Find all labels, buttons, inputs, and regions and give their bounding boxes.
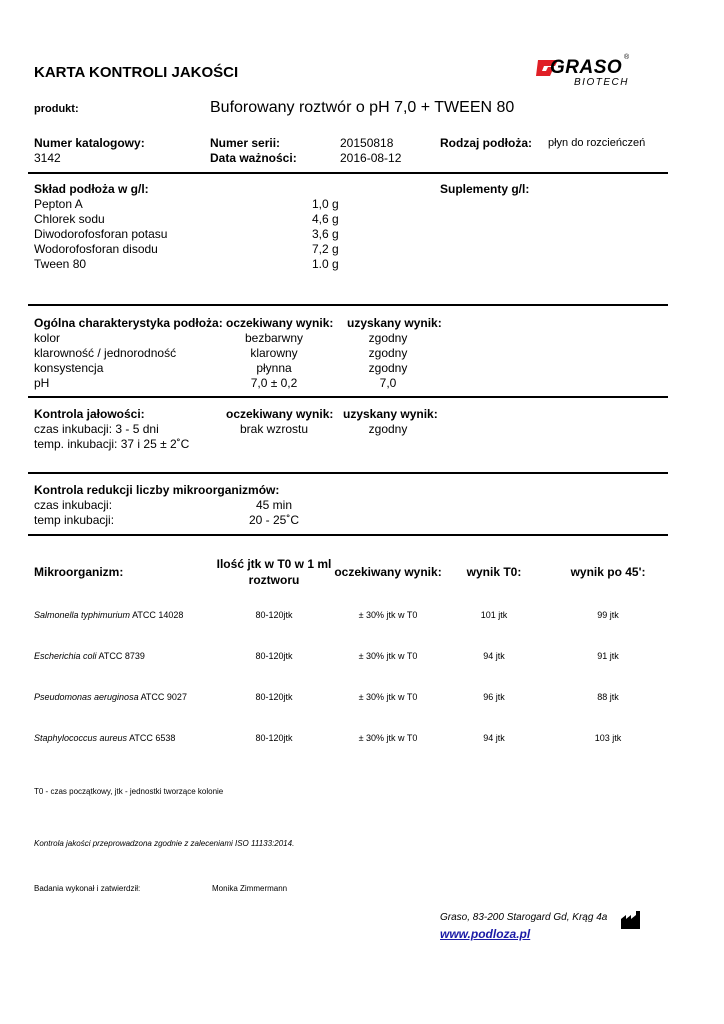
row-t0: 94 jtk [483, 733, 505, 743]
organism-species: Pseudomonas aeruginosa [34, 692, 139, 702]
sterility-obtained-header: uzyskany wynik: [343, 407, 438, 421]
footnote: T0 - czas początkowy, jtk - jednostki tworzące kolonie [34, 787, 224, 796]
series-label: Numer serii: [210, 136, 281, 150]
signature-label: Badania wykonał i zatwierdził: [34, 884, 141, 893]
medium-label: Rodzaj podłoża: [440, 136, 532, 150]
logo-main-text: GRASO [550, 57, 623, 78]
row-t45: 103 jtk [594, 733, 622, 743]
organism-species: Salmonella typhimurium [34, 610, 131, 620]
signature-name: Monika Zimmermann [212, 884, 288, 893]
organism-species: Escherichia coli [34, 651, 97, 661]
medium-value: płyn do rozcieńczeń [548, 137, 646, 149]
manufacturer-icon [620, 910, 642, 930]
organism-strain: ATCC 6538 [129, 733, 176, 743]
char-obtained: 7,0 [379, 376, 397, 390]
divider [28, 534, 668, 536]
reduction-temp-label: temp inkubacji: [34, 513, 115, 527]
count-header-line2: roztworu [248, 573, 300, 587]
ingredient-name: Wodorofosforan disodu [34, 242, 158, 256]
char-param: pH [34, 376, 50, 390]
divider [28, 472, 668, 474]
char-obtained: zgodny [368, 361, 408, 375]
char-expected: bezbarwny [244, 331, 304, 345]
sterility-expected-header: oczekiwany wynik: [226, 407, 334, 421]
row-t45: 91 jtk [597, 651, 619, 661]
expected-header: oczekiwany wynik: [226, 316, 334, 330]
iso-note: Kontrola jakości przeprowadzona zgodnie z zaleceniami ISO 11133:2014. [34, 839, 295, 848]
char-param: konsystencja [34, 361, 104, 375]
count-header-line1: Ilość jtk w T0 w 1 ml [216, 557, 332, 571]
table-row [34, 733, 175, 743]
row-count: 80-120jtk [255, 733, 293, 743]
logo-sub-text: BIOTECH [574, 77, 629, 88]
company-logo [536, 54, 636, 92]
char-obtained: zgodny [368, 331, 408, 345]
page-title: KARTA KONTROLI JAKOŚCI [34, 64, 239, 81]
reduction-time-label: czas inkubacji: [34, 498, 113, 512]
row-t0: 101 jtk [480, 610, 508, 620]
characteristics-title: Ogólna charakterystyka podłoża: [34, 316, 223, 330]
organism-strain: ATCC 14028 [132, 610, 184, 620]
char-expected: klarowny [250, 346, 298, 360]
ingredient-name: Diwodorofosforan potasu [34, 227, 168, 241]
expiry-value: 2016-08-12 [340, 151, 402, 165]
char-obtained: zgodny [368, 346, 408, 360]
logo-registered: ® [624, 54, 630, 61]
sterility-title: Kontrola jałowości: [34, 407, 145, 421]
sterility-time: czas inkubacji: 3 - 5 dni [34, 422, 159, 436]
supplements-title: Suplementy g/l: [440, 182, 530, 196]
expected-result-header: oczekiwany wynik: [334, 565, 442, 579]
ingredient-name: Chlorek sodu [34, 212, 105, 226]
ingredient-name: Pepton A [34, 197, 83, 211]
table-row [34, 692, 187, 702]
organism-strain: ATCC 8739 [98, 651, 145, 661]
char-expected: płynna [256, 361, 292, 375]
divider [28, 304, 668, 306]
table-row [34, 610, 183, 620]
organism-species: Staphylococcus aureus [34, 733, 128, 743]
ingredient-amount: 7,2 g [312, 242, 339, 256]
reduction-title: Kontrola redukcji liczby mikroorganizmów: [34, 483, 280, 497]
organism-header: Mikroorganizm: [34, 565, 124, 579]
t45-header: wynik po 45': [570, 565, 646, 579]
obtained-header: uzyskany wynik: [347, 316, 442, 330]
divider [28, 396, 668, 398]
table-row [34, 651, 145, 661]
product-label: produkt: [34, 103, 79, 115]
ingredient-amount: 3,6 g [312, 227, 339, 241]
company-address: Graso, 83-200 Starogard Gd, Krąg 4a [440, 912, 608, 923]
row-expected: ± 30% jtk w T0 [358, 610, 418, 620]
series-value: 20150818 [340, 136, 394, 150]
char-param: kolor [34, 331, 61, 345]
t0-header: wynik T0: [466, 565, 522, 579]
catalog-value: 3142 [34, 151, 61, 165]
char-param: klarowność / jednorodność [34, 346, 177, 360]
ingredient-name: Tween 80 [34, 257, 87, 271]
product-name: Buforowany roztwór o pH 7,0 + TWEEN 80 [210, 99, 515, 116]
ingredient-amount: 1.0 g [312, 257, 339, 271]
divider [28, 172, 668, 174]
char-expected: 7,0 ± 0,2 [250, 376, 298, 390]
ingredient-amount: 4,6 g [312, 212, 339, 226]
row-count: 80-120jtk [255, 692, 293, 702]
sterility-obtained: zgodny [368, 422, 408, 436]
row-expected: ± 30% jtk w T0 [358, 692, 418, 702]
row-count: 80-120jtk [255, 610, 293, 620]
composition-title: Skład podłoża w g/l: [34, 182, 149, 196]
sterility-expected: brak wzrostu [239, 422, 309, 436]
row-count: 80-120jtk [255, 651, 293, 661]
row-t0: 96 jtk [483, 692, 505, 702]
ingredient-amount: 1,0 g [312, 197, 339, 211]
sterility-temp: temp. inkubacji: 37 i 25 ± 2˚C [34, 437, 190, 451]
row-expected: ± 30% jtk w T0 [358, 651, 418, 661]
catalog-label: Numer katalogowy: [34, 136, 145, 150]
row-t45: 99 jtk [597, 610, 619, 620]
reduction-time-value: 45 min [255, 498, 293, 512]
row-t45: 88 jtk [597, 692, 619, 702]
website-link[interactable]: www.podloza.pl [440, 927, 531, 941]
row-t0: 94 jtk [483, 651, 505, 661]
reduction-temp-value: 20 - 25˚C [248, 513, 300, 527]
organism-strain: ATCC 9027 [140, 692, 187, 702]
expiry-label: Data ważności: [210, 151, 297, 165]
row-expected: ± 30% jtk w T0 [358, 733, 418, 743]
